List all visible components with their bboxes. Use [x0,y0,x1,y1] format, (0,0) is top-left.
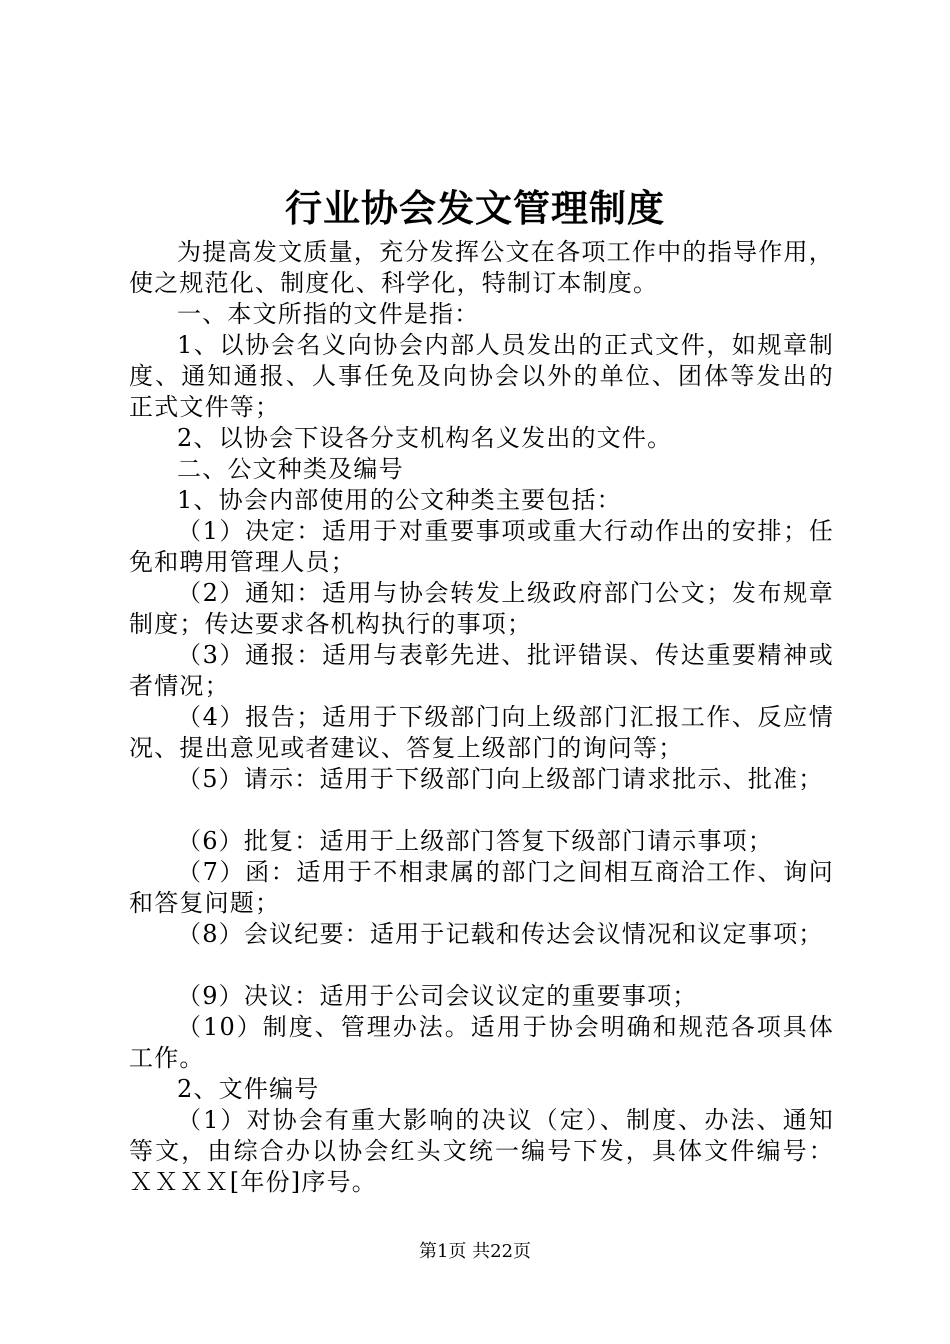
list-item: （2）通知：适用与协会转发上级政府部门公文；发布规章制度；传达要求各机构执行的事项； [129,579,834,638]
list-item: （3）通报：适用与表彰先进、批评错误、传达重要精神或者情况； [129,641,834,700]
intro-paragraph: 为提高发文质量，充分发挥公文在各项工作中的指导作用，使之规范化、制度化、科学化，特制订本制度。 [129,238,834,297]
list-item: （1）对协会有重大影响的决议（定）、制度、办法、通知等文，由综合办以协会红头文统一编号下发，具体文件编号：ＸＸＸＸ[年份]序号。 [129,1106,834,1196]
list-item: 2、以协会下设各分支机构名义发出的文件。 [177,424,673,452]
list-item: （8）会议纪要：适用于记载和传达会议情况和议定事项； [177,920,824,948]
document-title: 行业协会发文管理制度 [285,186,665,230]
list-item: （9）决议：适用于公司会议议定的重要事项； [177,982,698,1010]
list-item: （4）报告；适用于下级部门向上级部门汇报工作、反应情况、提出意见或者建议、答复上级部门的询问等； [129,703,834,762]
section-heading-2: 二、公文种类及编号 [177,455,404,483]
section-heading-1: 一、本文所指的文件是指： [177,300,480,328]
list-item: （6）批复：适用于上级部门答复下级部门请示事项； [177,827,774,855]
list-item: （1）决定：适用于对重要事项或重大行动作出的安排；任免和聘用管理人员； [129,517,834,576]
list-item: （5）请示：适用于下级部门向上级部门请求批示、批准； [177,765,824,793]
list-item: （7）函：适用于不相隶属的部门之间相互商洽工作、询问和答复问题； [129,858,834,917]
page-number: 第1页 共22页 [418,1241,532,1262]
document-body [129,237,834,1198]
list-item: 1、以协会名义向协会内部人员发出的正式文件，如规章制度、通知通报、人事任免及向协会以外的单位、团体等发出的正式文件等； [129,331,834,421]
subsection-heading: 1、协会内部使用的公文种类主要包括： [177,486,622,514]
list-item: （10）制度、管理办法。适用于协会明确和规范各项具体工作。 [129,1013,834,1072]
subsection-heading: 2、文件编号 [177,1075,320,1103]
